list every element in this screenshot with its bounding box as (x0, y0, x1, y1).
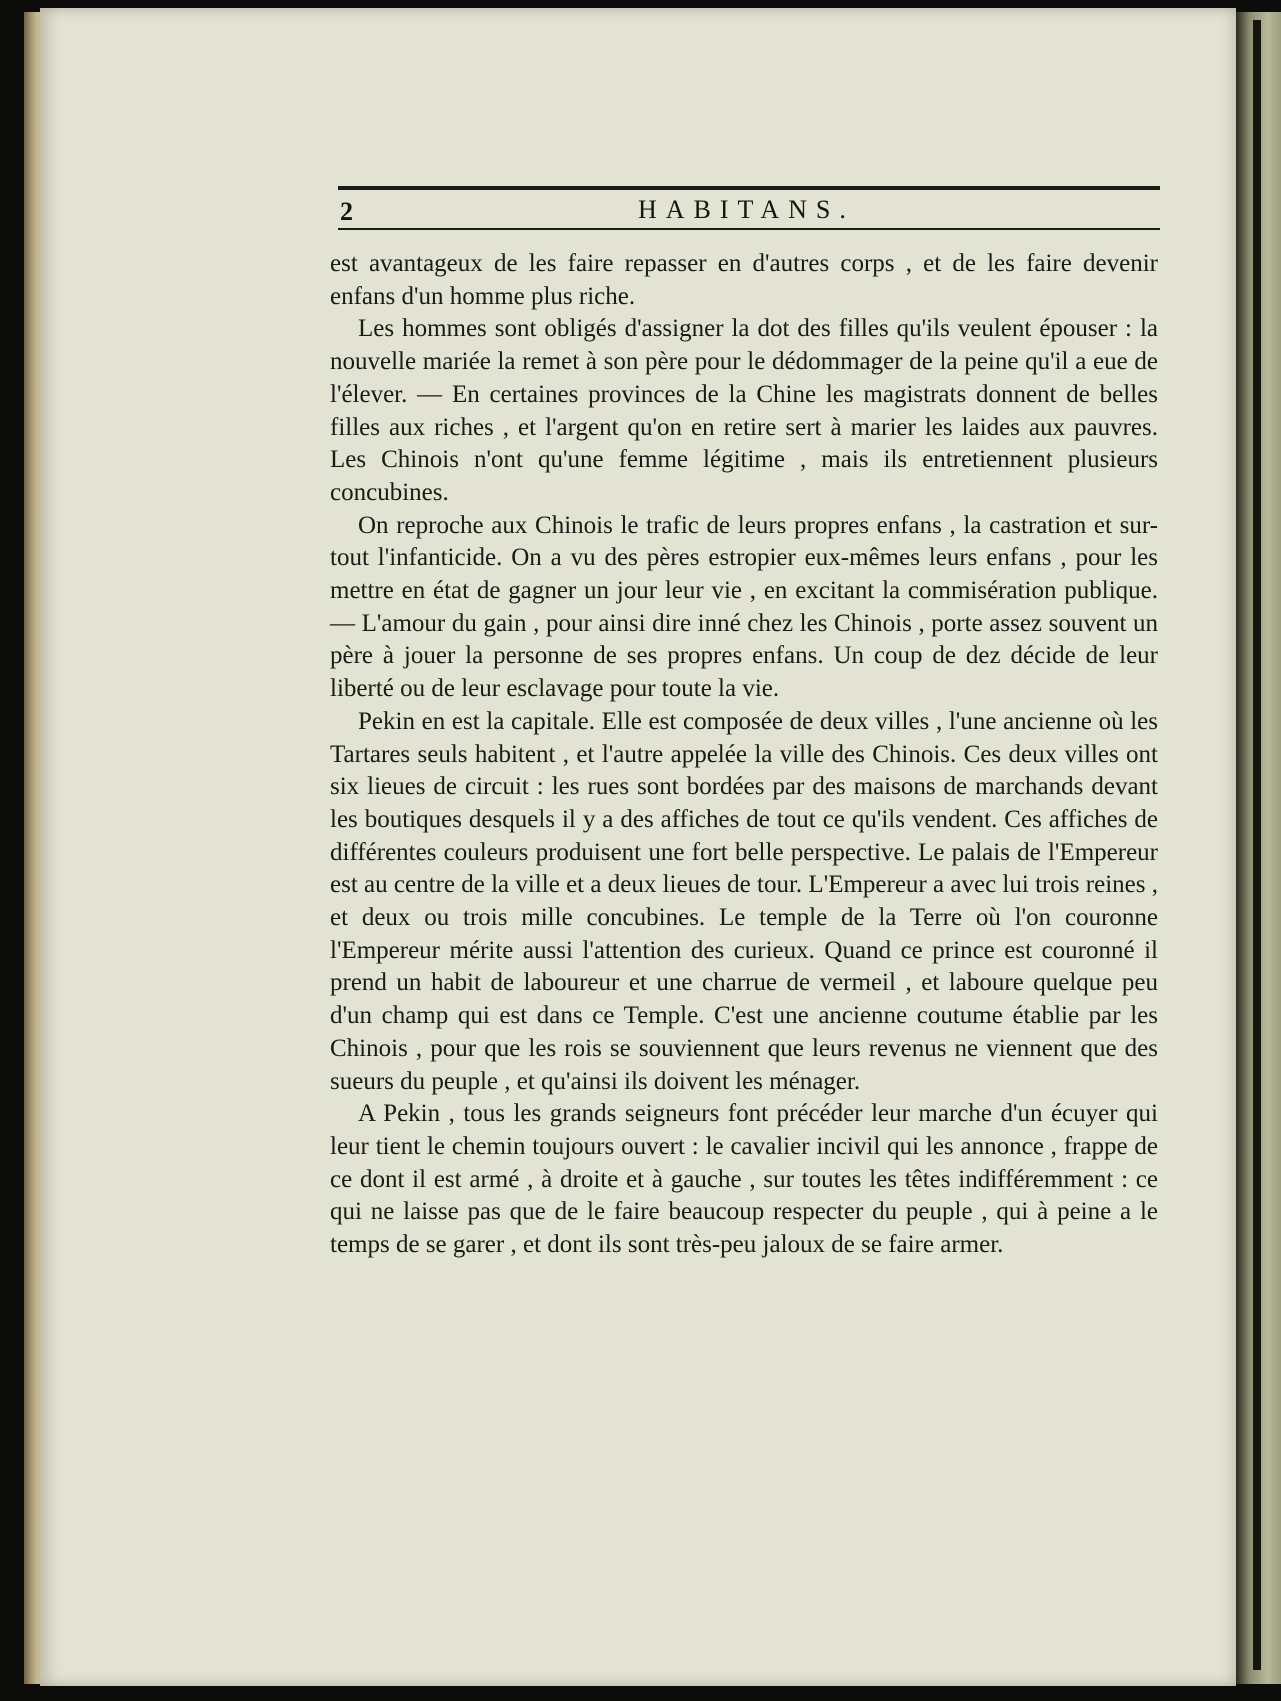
header-rule-bottom (338, 228, 1160, 230)
book-right-shadow (1253, 20, 1261, 1670)
header-rule-top (338, 186, 1160, 190)
paragraph-seigneurs: A Pekin , tous les grands seigneurs font précéder leur marche d'un écuyer qui leur tient le chemin toujours ouvert : le cavalier incivil qui les annonce , frappe de ce dont il est armé , à droite et à gauche , sur toutes les têtes indifféremment : ce qui ne laisse pas que de le faire beaucoup respecter du peuple , qui à peine a le temps de se garer , et dont ils sont très-peu jaloux de se faire armer. (330, 1100, 1158, 1259)
paragraph-pekin: Pekin en est la capitale. Elle est composée de deux villes , l'une ancienne où les Tartares seuls habitent , et l'autre appelée la ville des Chinois. Ces deux villes ont six lieues de circuit : les rues sont bordées par des maisons de marchands devant les boutiques desquels il y a des affiches de tout ce qu'ils vendent. Ces affiches de différentes couleurs produisent une fort belle perspective. Le palais de l'Empereur est au centre de la ville et a deux lieues de tour. L'Empereur a avec lui trois reines , et deux ou trois mille concubines. Le temple de la Terre où l'on couronne l'Empereur mérite aussi l'attention des curieux. Quand ce prince est couronné il prend un habit de laboureur et une charrue de vermeil , et laboure quelque peu d'un champ qui est dans ce Temple. C'est une ancienne coutume établie par les Chinois , pour que les rois se souviennent que leurs revenus ne viennent que des sueurs du peuple , et qu'ainsi ils doivent les ménager. (330, 707, 1158, 1095)
running-title: HABITANS. (638, 195, 855, 224)
paragraph-children-trade: On reproche aux Chinois le trafic de leurs propres enfans , la castration et sur-tout l'infanticide. On a vu des pères estropier eux-mêmes leurs enfans , pour les mettre en état de gagner un jour leur vie , en excitant la commisération publique. — L'amour du gain , pour ainsi dire inné chez les Chinois , porte assez souvent un père à jouer la personne de ses propres enfans. Un coup de dez décide de leur liberté ou de leur esclavage pour toute la vie. (330, 511, 1158, 703)
paragraph-continuation: est avantageux de les faire repasser en d'autres corps , et de les faire devenir enfans d'un homme plus riche. (330, 250, 1158, 310)
body-text (330, 248, 1158, 1262)
page-number: 2 (340, 197, 353, 226)
running-head (338, 180, 1160, 232)
paragraph-dowry: Les hommes sont obligés d'assigner la dot des filles qu'ils veulent épouser : la nouvelle mariée la remet à son père pour le dédommager de la peine qu'il a eue de l'élever. — En certaines provinces de la Chine les magistrats donnent de belles filles aux riches , et l'argent qu'on en retire sert à marier les laides aux pauvres. Les Chinois n'ont qu'une femme légitime , mais ils entretiennent plusieurs concubines. (330, 315, 1158, 506)
